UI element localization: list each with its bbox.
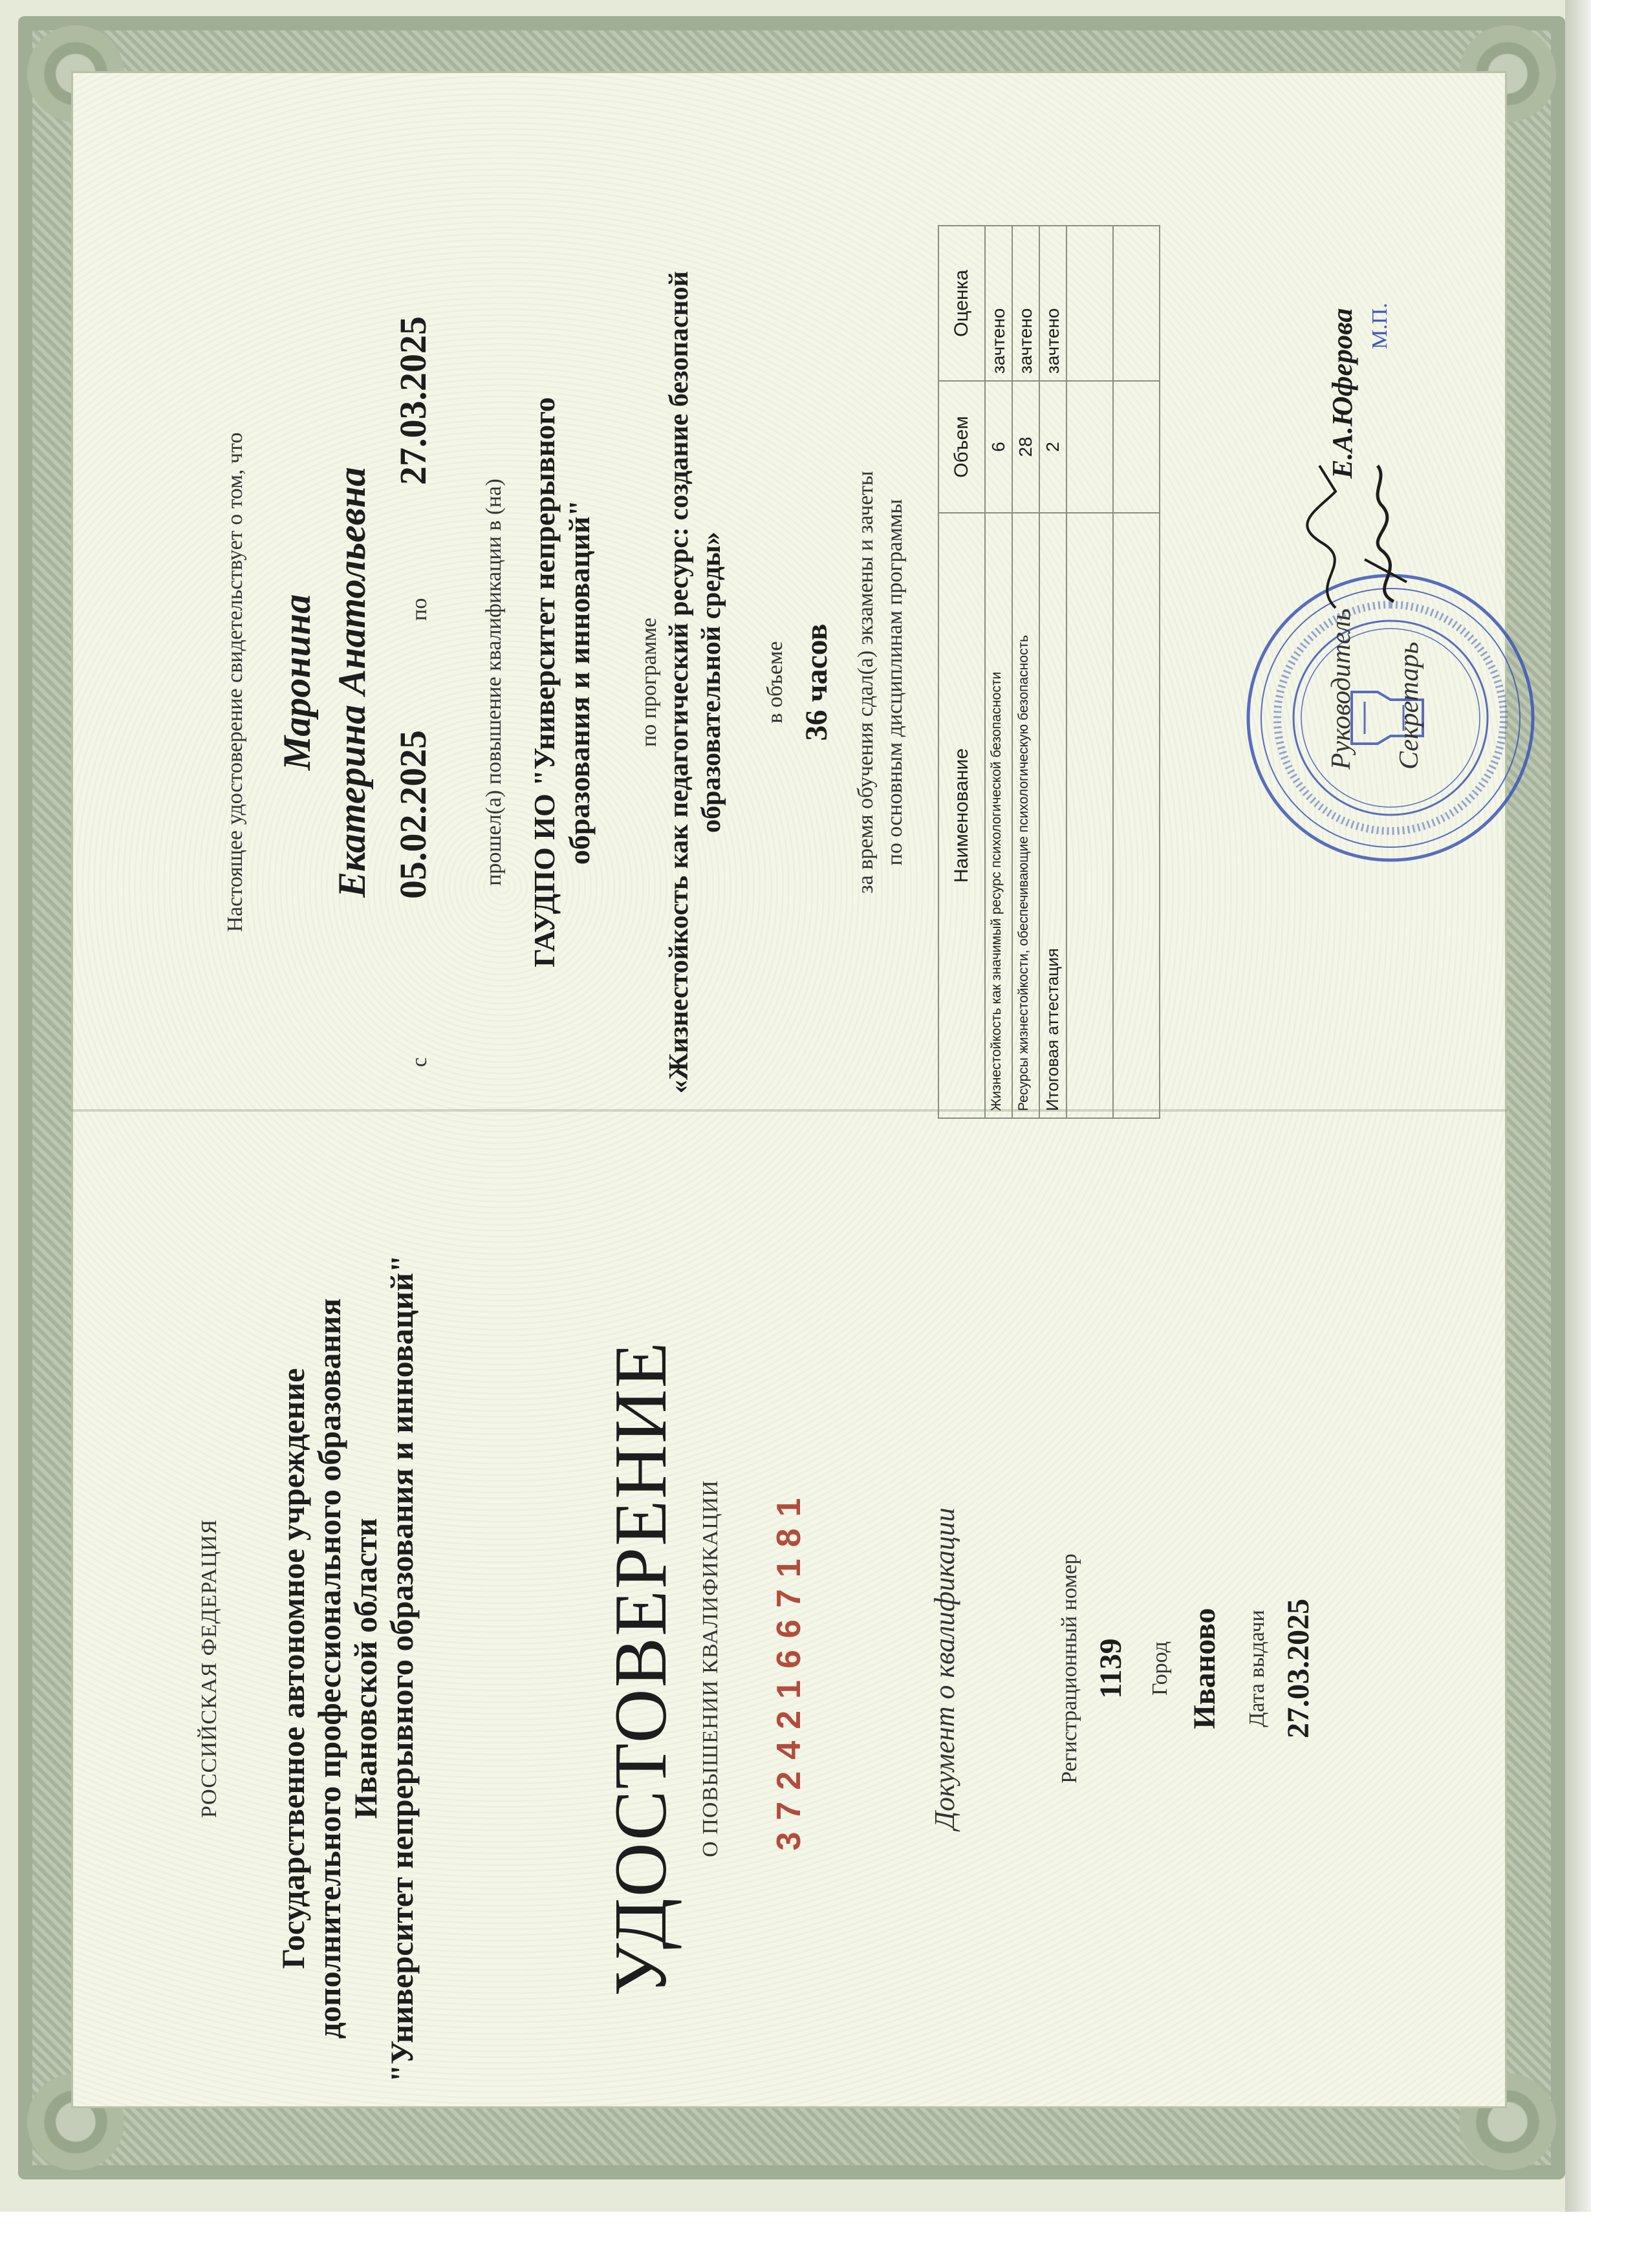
date-from-label: с [407, 1057, 431, 1067]
volume-hours: 36 часов [799, 623, 834, 741]
document-subtitle: О ПОВЫШЕНИИ КВАЛИФИКАЦИИ [698, 1480, 722, 1857]
org-line-1: Государственное автономное учреждение [275, 1368, 311, 1969]
signer-role: Руководитель [1326, 608, 1356, 770]
right-page [81, 207, 1439, 1158]
discipline-grade: зачтено [985, 226, 1012, 381]
table-row [1012, 226, 1039, 1118]
left-page [81, 1190, 1439, 2147]
city-label: Город [1148, 1641, 1172, 1696]
volume-label: в объеме [763, 641, 787, 724]
institution-line-1: ГАУДПО ИО "Университет непрерывного [528, 397, 561, 967]
exams-line-2: по основным дисциплинам программы [883, 499, 907, 866]
date-from: 05.02.2025 [392, 730, 434, 899]
reg-number: 1139 [1094, 1638, 1128, 1699]
org-line-3: Ивановской области [347, 1518, 384, 1819]
table-row-empty [1067, 226, 1113, 1118]
results-table [938, 225, 1160, 1119]
stamp-label: М.П. [1368, 303, 1392, 349]
table-header-row [938, 226, 985, 1118]
header-grade: Оценка [938, 226, 985, 381]
holder-given-names: Екатерина Анатольевна [330, 467, 373, 898]
program-line-2: образовательной среды» [697, 532, 726, 833]
country-label: РОССИЙСКАЯ ФЕДЕРАЦИЯ [197, 1518, 221, 1819]
discipline-volume: 6 [985, 381, 1012, 513]
header-name: Наименование [938, 513, 985, 1118]
certificate-content [81, 207, 1439, 2147]
program-line-1: «Жизнестойкость как педагогический ресурс: создание безопасной [664, 271, 694, 1094]
exams-line-1: за время обучения сдал(а) экзамены и зачеты [854, 471, 878, 894]
intro-text: Настоящее удостоверение свидетельствует о том, что [223, 432, 247, 933]
holder-surname: Маронина [276, 594, 318, 771]
reg-number-label: Регистрационный номер [1057, 1553, 1081, 1784]
discipline-volume: 28 [1012, 381, 1039, 513]
table-row [1039, 226, 1067, 1118]
header-volume: Объем [938, 381, 985, 513]
handwritten-signatures [1297, 453, 1426, 621]
discipline-volume: 2 [1039, 381, 1067, 513]
program-label: по программе [637, 617, 661, 748]
discipline-name: Итоговая аттестация [1039, 513, 1067, 1118]
date-to: 27.03.2025 [392, 316, 434, 485]
secretary-role: Секретарь [1394, 642, 1424, 770]
table-row [985, 226, 1012, 1118]
scan-edge-shadow [1565, 0, 1591, 2212]
discipline-name: Ресурсы жизнестойкости, обеспечивающие психологическую безопасность [1012, 513, 1039, 1118]
issue-date-label: Дата выдачи [1245, 1610, 1269, 1727]
city: Иваново [1187, 1608, 1222, 1729]
date-to-label: по [407, 598, 431, 621]
table-row-empty [1113, 226, 1160, 1118]
institution-line-2: образования и инноваций" [563, 499, 596, 865]
serial-number: 372421667181 [770, 1486, 808, 1851]
issue-date: 27.03.2025 [1281, 1599, 1316, 1738]
passed-text: прошел(а) повышение квалификации в (на) [482, 479, 506, 886]
discipline-grade: зачтено [1012, 226, 1039, 381]
discipline-grade: зачтено [1039, 226, 1067, 381]
document-type: Документ о квалификации [929, 1507, 960, 1830]
discipline-name: Жизнестойкость как значимый ресурс психологической безопасности [985, 513, 1012, 1118]
signer-name: Е.А.Юферова [1326, 308, 1358, 479]
org-line-4: "Университет непрерывного образования и инноваций" [384, 1255, 420, 2082]
document-title: УДОСТОВЕРЕНИЕ [600, 1341, 682, 1996]
org-line-2: дополнительного профессионального образования [311, 1298, 347, 2039]
